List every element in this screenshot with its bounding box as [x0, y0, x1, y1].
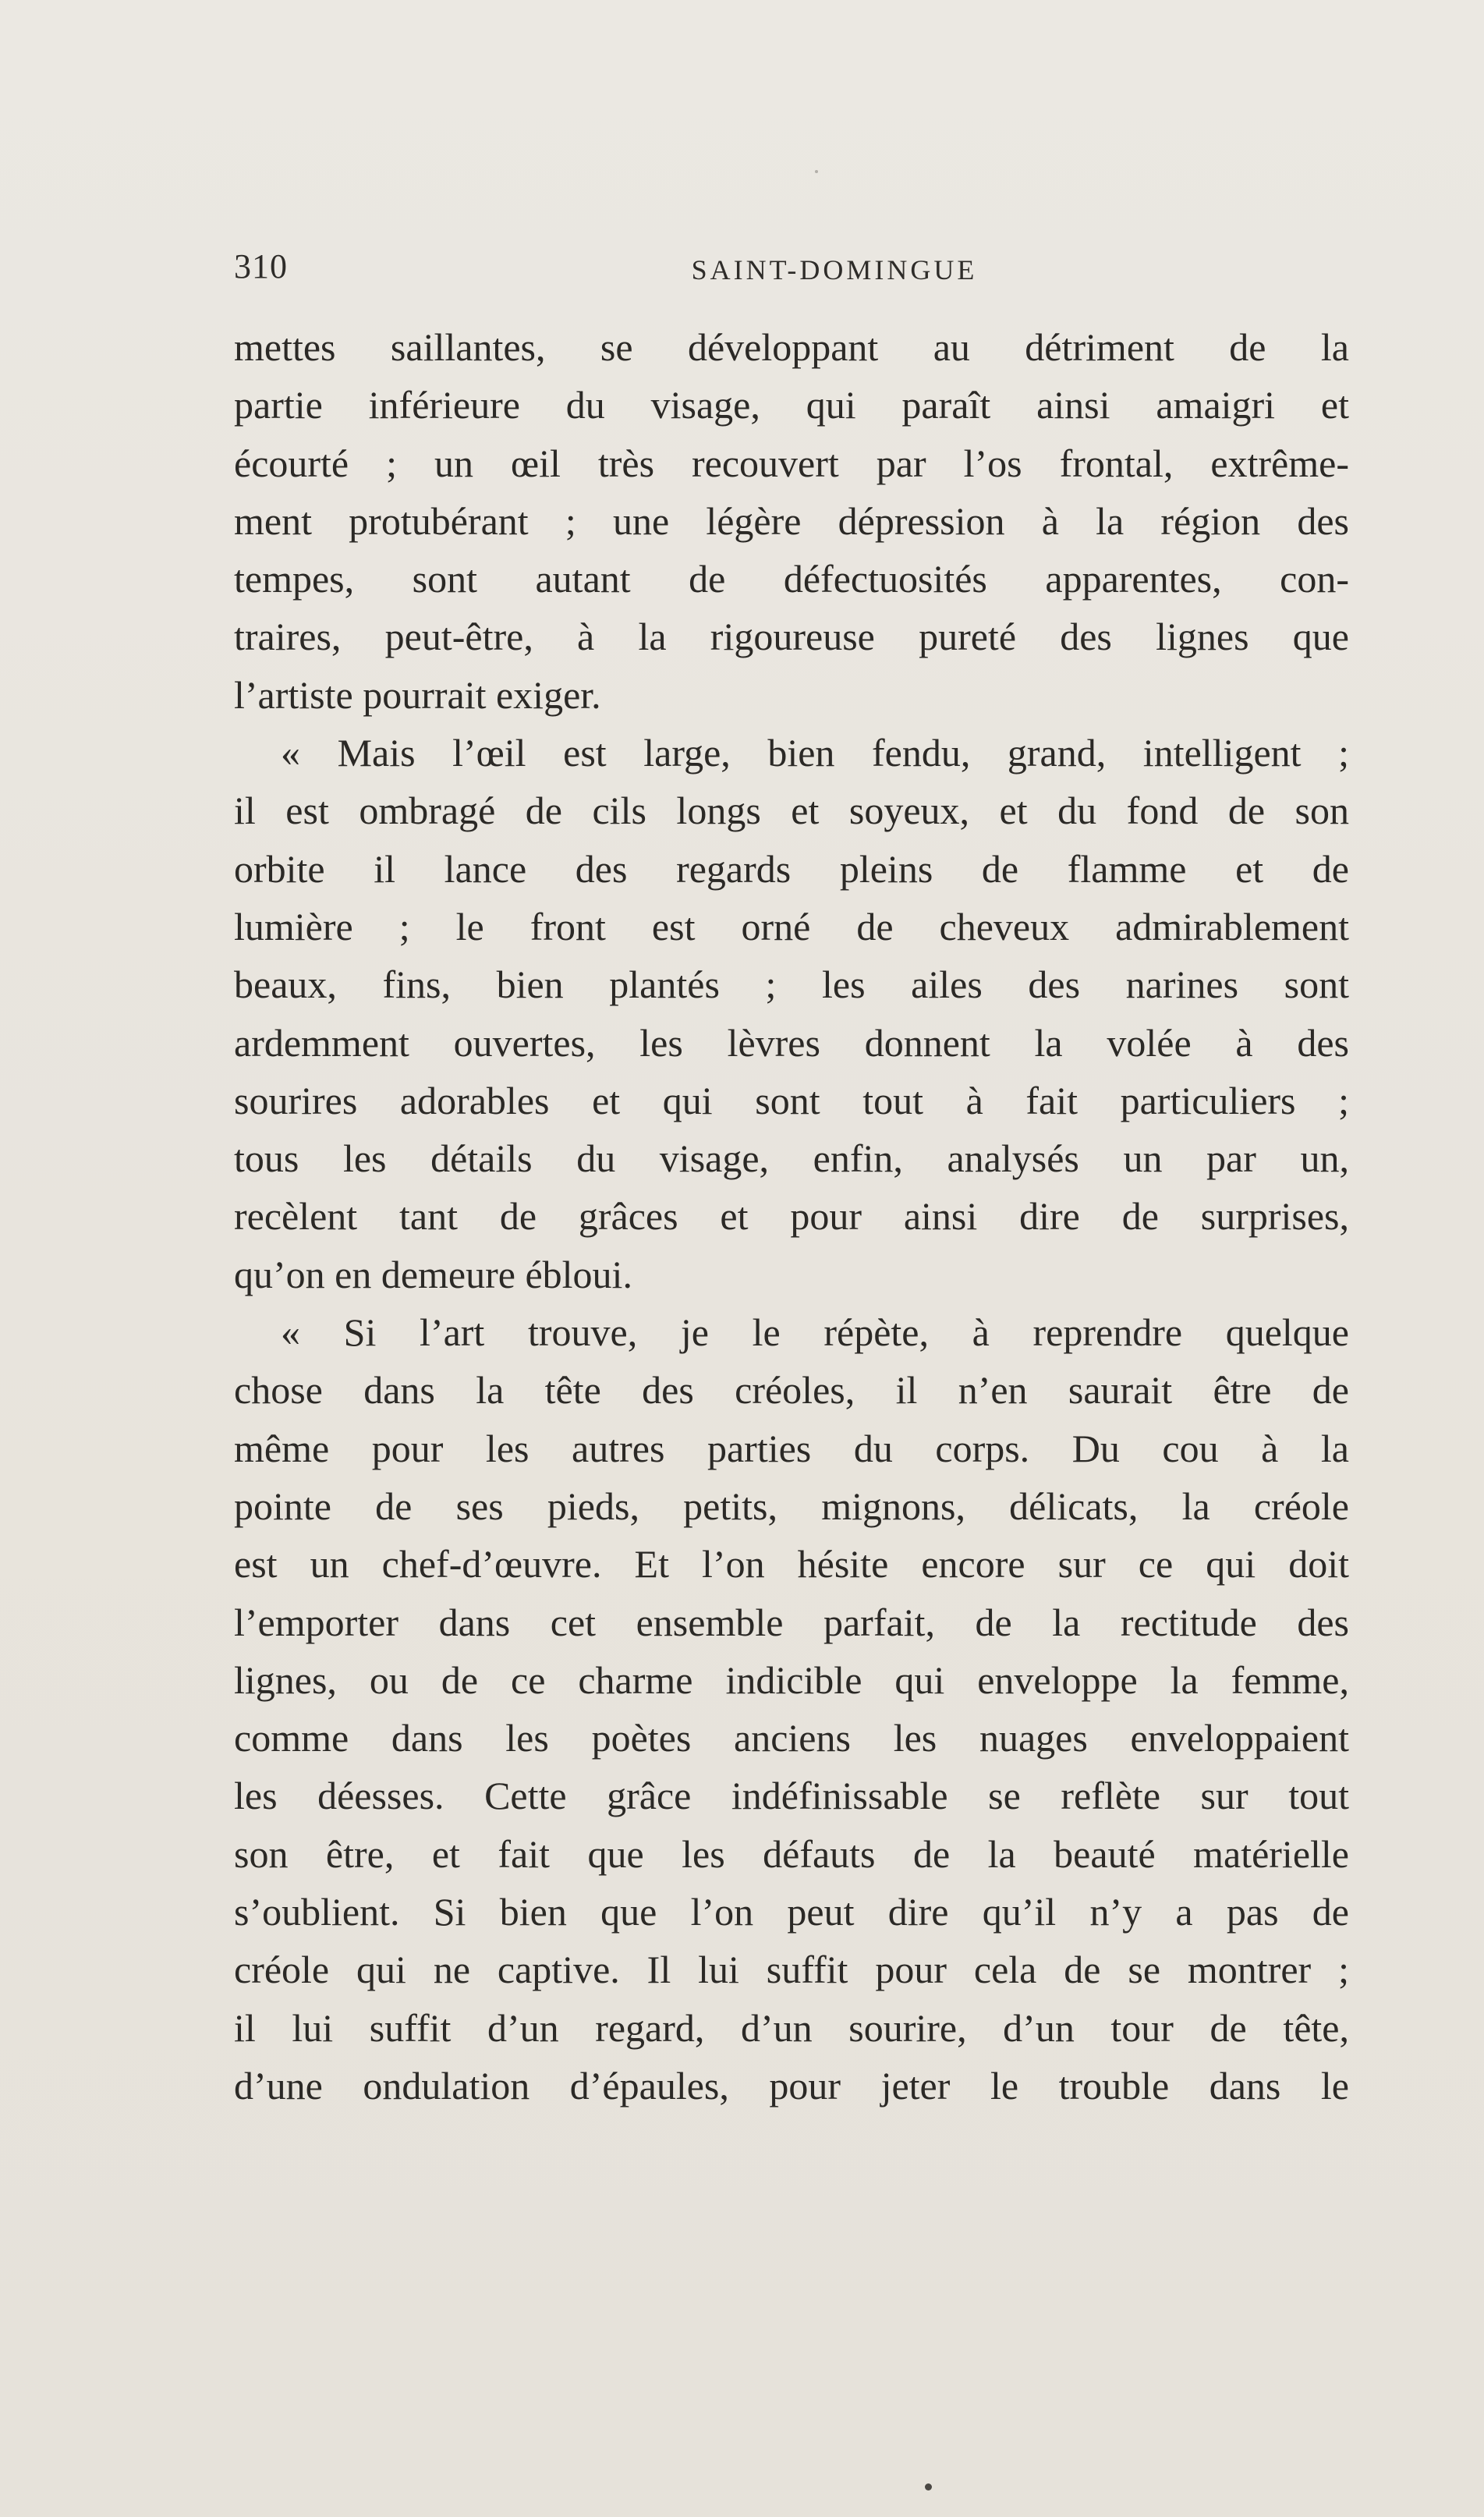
ink-speck: [815, 170, 818, 173]
text-line: les déesses. Cette grâce indéfinissable se reflète sur tout: [234, 1774, 1349, 1818]
text-line: il lui suffit d’un regard, d’un sourire, d’un tour de tête,: [234, 2005, 1349, 2050]
text-line: mettes saillantes, se développant au détriment de la: [234, 325, 1349, 369]
text-line: partie inférieure du visage, qui paraît ainsi amaigri et: [234, 383, 1349, 427]
text-line: créole qui ne captive. Il lui suffit pour cela de se montrer ;: [234, 1948, 1349, 1992]
text-line: « Mais l’œil est large, bien fendu, grand, intelligent ;: [281, 731, 1349, 775]
text-line: orbite il lance des regards pleins de flamme et de: [234, 846, 1349, 891]
text-line: tempes, sont autant de défectuosités apparentes, con-: [234, 557, 1349, 601]
text-line: est un chef-d’œuvre. Et l’on hésite encore sur ce qui doit: [234, 1542, 1349, 1586]
running-title: SAINT-DOMINGUE: [691, 254, 978, 285]
text-line: chose dans la tête des créoles, il n’en saurait être de: [234, 1368, 1349, 1413]
text-line: beaux, fins, bien plantés ; les ailes des narines sont: [234, 962, 1349, 1007]
text-line: même pour les autres parties du corps. Du cou à la: [234, 1426, 1349, 1470]
text-line: sourires adorables et qui sont tout à fait particuliers ;: [234, 1078, 1349, 1122]
text-line: son être, et fait que les défauts de la beauté matérielle: [234, 1831, 1349, 1876]
text-line: l’artiste pourrait exiger.: [234, 672, 601, 717]
body-text: [234, 318, 1349, 2115]
text-line: ardemment ouvertes, les lèvres donnent la volée à des: [234, 1020, 1349, 1065]
text-line: comme dans les poètes anciens les nuages enveloppaient: [234, 1716, 1349, 1760]
text-line: s’oublient. Si bien que l’on peut dire qu’il n’y a pas de: [234, 1890, 1349, 1934]
paragraph-1: [234, 318, 1349, 724]
text-line: qu’on en demeure ébloui.: [234, 1252, 632, 1296]
text-line: « Si l’art trouve, je le répète, à reprendre quelque: [281, 1310, 1349, 1355]
text-line: lumière ; le front est orné de cheveux admirablement: [234, 904, 1349, 948]
page-number: 310: [234, 247, 288, 285]
ink-speck: [925, 2483, 932, 2490]
paragraph-2: [234, 724, 1349, 1303]
text-line: traires, peut-être, à la rigoureuse pureté des lignes que: [234, 615, 1349, 659]
paragraph-3: [234, 1303, 1349, 2115]
text-line: recèlent tant de grâces et pour ainsi dire de surprises,: [234, 1194, 1349, 1239]
text-line: d’une ondulation d’épaules, pour jeter le trouble dans le: [234, 2063, 1349, 2108]
text-line: ment protubérant ; une légère dépression à la région des: [234, 498, 1349, 543]
text-line: l’emporter dans cet ensemble parfait, de la rectitude des: [234, 1600, 1349, 1644]
page-header: [234, 243, 1349, 290]
text-line: pointe de ses pieds, petits, mignons, délicats, la créole: [234, 1484, 1349, 1528]
text-line: écourté ; un œil très recouvert par l’os frontal, extrême-: [234, 441, 1349, 485]
text-line: il est ombragé de cils longs et soyeux, et du fond de son: [234, 789, 1349, 833]
text-line: lignes, ou de ce charme indicible qui enveloppe la femme,: [234, 1657, 1349, 1702]
text-line: tous les détails du visage, enfin, analysés un par un,: [234, 1136, 1349, 1181]
